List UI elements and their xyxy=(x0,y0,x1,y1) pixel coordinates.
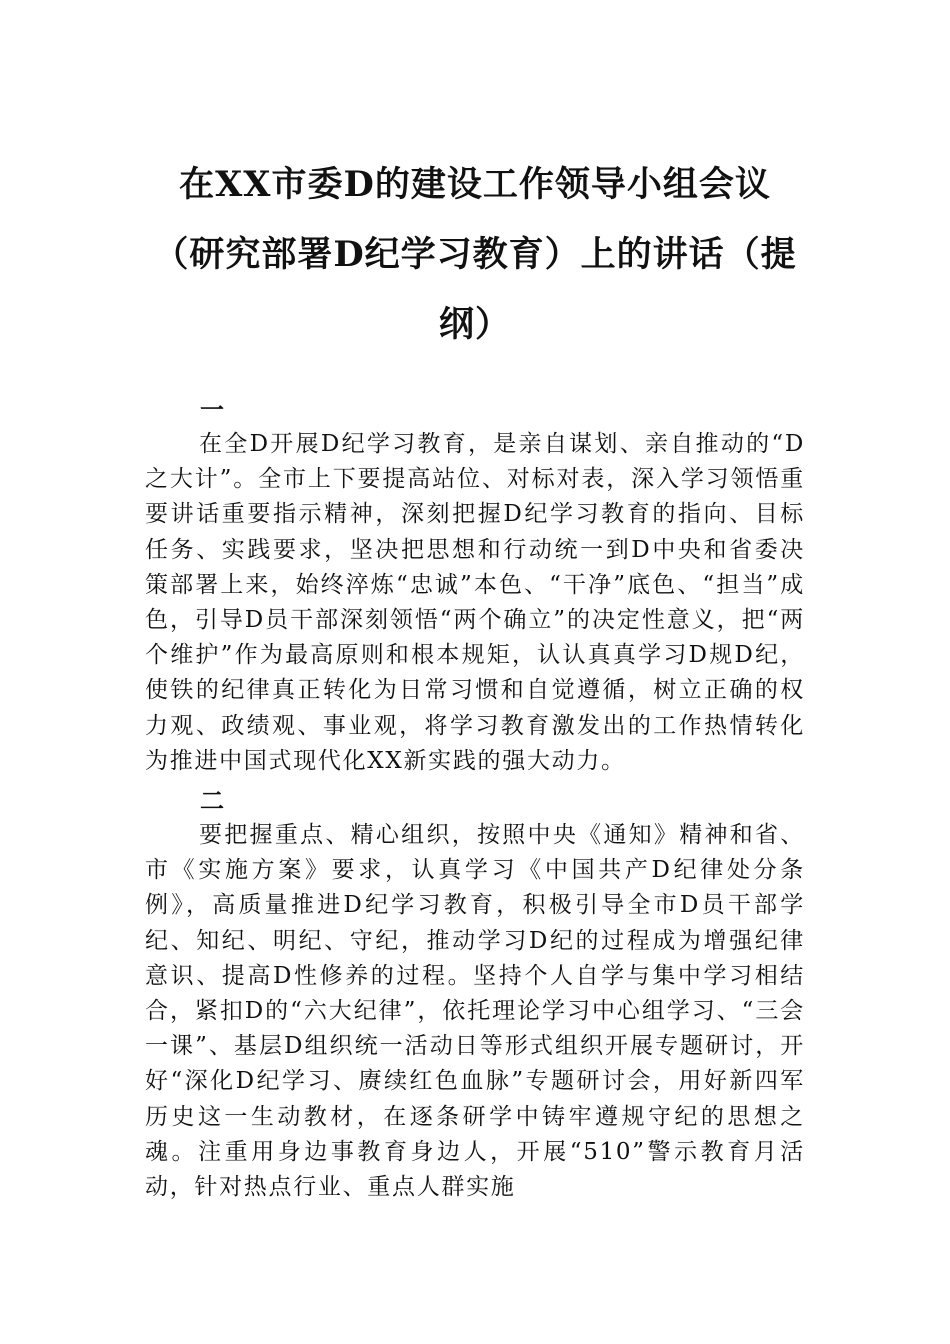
title-line-2: （研究部署D纪学习教育）上的讲话（提 xyxy=(153,234,797,275)
section-heading-2: 二 xyxy=(200,786,224,816)
section-paragraph-2: 要把握重点、精心组织，按照中央《通知》精神和省、市《实施方案》要求，认真学习《中国共产D纪律处分条例》，高质量推进D纪学习教育，积极引导全市D员干部学纪、知纪、明纪、守纪，推动学习D纪的过程成为增强纪律意识、提高D性修养的过程。坚持个人自学与集中学习相结合，紧扣D的“六大纪律”，依托理论学习中心组学习、“三会一课”、基层D组织统一活动日等形式组织开展专题研讨，开好“深化D纪学习、赓续红色血脉”专题研讨会，用好新四军历史这一生动教材，在逐条研学中铸牢遵规守纪的思想之魂。注重用身边事教育身边人，开展“510”警示教育月活动，针对热点行业、重点人群实施 xyxy=(145,822,805,1201)
title-line-3: 纲） xyxy=(438,304,511,345)
title-line-1: 在XX市委D的建设工作领导小组会议 xyxy=(179,164,771,205)
section-heading-1: 一 xyxy=(200,395,224,424)
document-body xyxy=(145,392,805,1205)
document-title xyxy=(140,150,810,360)
section-paragraph-1: 在全D开展D纪学习教育，是亲自谋划、亲自推动的“D之大计”。全市上下要提高站位、对标对表，深入学习领悟重要讲话重要指示精神，深刻把握D纪学习教育的指向、目标任务、实践要求，坚决把思想和行动统一到D中央和省委决策部署上来，始终淬炼“忠诚”本色、“干净”底色、“担当”成色，引导D员干部深刻领悟“两个确立”的决定性意义，把“两个维护”作为最高原则和根本规矩，认认真真学习D规D纪，使铁的纪律真正转化为日常习惯和自觉遵循，树立正确的权力观、政绩观、事业观，将学习教育激发出的工作热情转化为推进中国式现代化XX新实践的强大动力。 xyxy=(145,431,805,774)
